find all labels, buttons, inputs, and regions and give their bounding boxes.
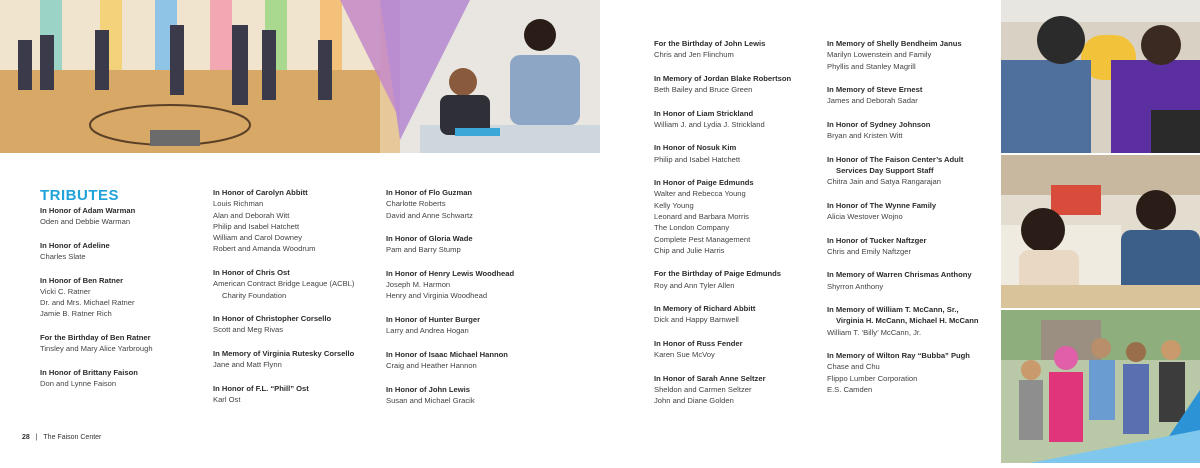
tribute-entry bbox=[40, 205, 210, 228]
donor-name: Walter and Rebecca Young bbox=[654, 189, 746, 199]
donor-name: Shyrron Anthony bbox=[827, 281, 884, 291]
tribute-entry bbox=[213, 187, 383, 255]
tribute-heading: For the Birthday of Ben Ratner bbox=[40, 332, 151, 342]
donor-name: Jamie B. Ratner Rich bbox=[40, 309, 112, 319]
donor-name: Chitra Jain and Satya Rangarajan bbox=[827, 177, 941, 187]
tribute-heading: In Honor of Isaac Michael Hannon bbox=[386, 349, 508, 359]
donor-name: Karen Sue McVoy bbox=[654, 350, 715, 360]
donor-name: The London Company bbox=[654, 223, 730, 233]
classroom-photo-middle bbox=[1001, 155, 1200, 308]
tribute-heading: In Honor of Hunter Burger bbox=[386, 314, 481, 324]
tribute-entry bbox=[827, 350, 997, 395]
tribute-heading: In Honor of Adam Warman bbox=[40, 206, 136, 215]
tribute-heading: In Memory of Shelly Bendheim Janus bbox=[827, 39, 962, 48]
page-number: 28 bbox=[22, 434, 30, 441]
tribute-entry bbox=[654, 268, 824, 291]
donor-name: Louis Richman bbox=[213, 199, 264, 209]
tribute-heading: In Memory of Virginia Rutesky Corsello bbox=[213, 348, 355, 358]
donor-name: Philip and Isabel Hatchett bbox=[654, 154, 741, 164]
tribute-heading: In Honor of John Lewis bbox=[386, 384, 470, 394]
tribute-entry bbox=[827, 119, 997, 142]
donor-name: Alan and Deborah Witt bbox=[213, 210, 290, 220]
tribute-heading: For the Birthday of John Lewis bbox=[654, 39, 766, 48]
tribute-heading: In Memory of Wilton Ray “Bubba” Pugh bbox=[827, 351, 970, 361]
tribute-entry bbox=[386, 187, 556, 221]
tribute-column-4 bbox=[654, 38, 824, 419]
tribute-heading: In Memory of Warren Chrismas Anthony bbox=[827, 270, 972, 280]
tribute-entry bbox=[654, 38, 824, 61]
tribute-heading: In Honor of Sarah Anne Seltzer bbox=[654, 373, 766, 383]
donor-name: Joseph M. Harmon bbox=[386, 280, 451, 290]
tribute-heading: In Honor of The Wynne Family bbox=[827, 200, 937, 210]
tribute-entry bbox=[40, 367, 210, 390]
tribute-entry bbox=[386, 314, 556, 337]
tribute-heading: In Memory of Jordan Blake Robertson bbox=[654, 73, 792, 83]
tribute-entry bbox=[386, 268, 556, 302]
tribute-entry bbox=[386, 349, 556, 372]
donor-name: Henry and Virginia Woodhead bbox=[386, 291, 488, 301]
tribute-heading: In Honor of Russ Fender bbox=[654, 338, 743, 348]
donor-name: Don and Lynne Faison bbox=[40, 379, 117, 389]
tribute-heading: In Honor of The Faison Center’s Adult bbox=[827, 154, 964, 164]
donor-name: Craig and Heather Hannon bbox=[386, 361, 477, 371]
donor-name: Dick and Happy Barnwell bbox=[654, 315, 739, 325]
tribute-entry bbox=[827, 38, 997, 72]
tribute-heading: In Memory of Steve Ernest bbox=[827, 85, 923, 95]
donor-name: Sheldon and Carmen Seltzer bbox=[654, 385, 752, 395]
tribute-column-3 bbox=[386, 187, 556, 418]
tribute-entry bbox=[213, 267, 383, 301]
tribute-entry bbox=[654, 338, 824, 361]
tribute-entry bbox=[213, 313, 383, 336]
donor-name: Charlotte Roberts bbox=[386, 199, 446, 209]
tribute-entry bbox=[827, 269, 997, 292]
tributes-heading: TRIBUTES bbox=[40, 187, 119, 204]
donor-name: Scott and Meg Rivas bbox=[213, 325, 284, 335]
tribute-entry bbox=[654, 303, 824, 326]
donor-name: Susan and Michael Gracik bbox=[386, 395, 475, 405]
footer-separator: | bbox=[35, 434, 38, 441]
tribute-entry bbox=[654, 73, 824, 96]
donor-name: Karl Ost bbox=[213, 394, 241, 404]
tribute-heading: In Memory of William T. McCann, Sr., bbox=[827, 305, 959, 315]
tribute-entry bbox=[213, 383, 383, 406]
tribute-entry bbox=[40, 275, 210, 320]
tribute-entry bbox=[386, 233, 556, 256]
classroom-photo-top bbox=[1001, 0, 1200, 153]
donor-name: Complete Pest Management bbox=[654, 234, 751, 244]
donor-name: Flippo Lumber Corporation bbox=[827, 373, 918, 383]
donor-name: American Contract Bridge League (ACBL) bbox=[213, 279, 355, 289]
tribute-heading-continued: Virginia H. McCann, Michael H. McCann bbox=[836, 316, 979, 326]
donor-name: William T. ‘Billy’ McCann, Jr. bbox=[827, 327, 922, 337]
tribute-column-1 bbox=[40, 205, 210, 402]
donor-name: Beth Bailey and Bruce Green bbox=[654, 85, 753, 95]
tribute-heading: In Honor of Sydney Johnson bbox=[827, 119, 931, 129]
donor-name: Larry and Andrea Hogan bbox=[386, 326, 469, 336]
donor-name: Charles Slate bbox=[40, 252, 86, 262]
tribute-entry bbox=[654, 373, 824, 407]
tribute-heading: In Honor of Gloria Wade bbox=[386, 234, 473, 244]
tribute-heading: In Honor of Flo Guzman bbox=[386, 188, 473, 197]
donor-name: Pam and Barry Stump bbox=[386, 245, 461, 255]
donor-name: Kelly Young bbox=[654, 200, 694, 210]
donor-name: Chip and Julie Harris bbox=[654, 245, 725, 255]
donor-name: Robert and Amanda Woodrum bbox=[213, 244, 316, 254]
tribute-entry bbox=[40, 332, 210, 355]
tribute-entry bbox=[827, 84, 997, 107]
tribute-heading: In Honor of Carolyn Abbitt bbox=[213, 188, 308, 197]
donor-name: James and Deborah Sadar bbox=[827, 96, 918, 106]
donor-name: Oden and Debbie Warman bbox=[40, 217, 131, 227]
donor-name: Charity Foundation bbox=[222, 290, 287, 300]
tribute-entry bbox=[654, 142, 824, 165]
tribute-heading: In Honor of Ben Ratner bbox=[40, 275, 124, 285]
gym-activity-photo bbox=[0, 0, 600, 153]
donor-name: Chris and Jen Flinchum bbox=[654, 50, 734, 60]
donor-name: Vicki C. Ratner bbox=[40, 286, 91, 296]
donor-name: Leonard and Barbara Morris bbox=[654, 212, 749, 222]
tribute-entry bbox=[40, 240, 210, 263]
donor-name: William and Carol Downey bbox=[213, 233, 303, 243]
donor-name: Bryan and Kristen Witt bbox=[827, 131, 903, 141]
donor-name: Marilyn Lowenstein and Family bbox=[827, 50, 932, 60]
tribute-heading: In Honor of Brittany Faison bbox=[40, 367, 138, 377]
tribute-entry bbox=[827, 154, 997, 188]
tribute-entry bbox=[654, 177, 824, 256]
donor-name: Roy and Ann Tyler Allen bbox=[654, 280, 735, 290]
tribute-column-5 bbox=[827, 38, 997, 408]
donor-name: David and Anne Schwartz bbox=[386, 210, 473, 220]
tribute-heading: In Honor of Paige Edmunds bbox=[654, 178, 754, 188]
donor-name: Chase and Chu bbox=[827, 362, 880, 372]
tribute-heading: In Honor of Nosuk Kim bbox=[654, 143, 737, 153]
tribute-heading: In Honor of Christopher Corsello bbox=[213, 314, 332, 324]
tribute-heading: In Honor of F.L. “Phill” Ost bbox=[213, 383, 309, 393]
tribute-entry bbox=[827, 304, 997, 338]
donor-name: Alicia Westover Wojno bbox=[827, 212, 903, 222]
tribute-entry bbox=[386, 384, 556, 407]
donor-name: Phyllis and Stanley Magrill bbox=[827, 61, 916, 71]
tribute-heading: In Memory of Richard Abbitt bbox=[654, 304, 756, 314]
donor-name: Dr. and Mrs. Michael Ratner bbox=[40, 298, 135, 308]
donor-name: John and Diane Golden bbox=[654, 396, 734, 406]
donor-name: William J. and Lydia J. Strickland bbox=[654, 119, 765, 129]
tribute-heading: In Honor of Adeline bbox=[40, 240, 110, 250]
tribute-entry bbox=[827, 200, 997, 223]
page-footer bbox=[22, 434, 101, 441]
tribute-heading: In Honor of Henry Lewis Woodhead bbox=[386, 268, 515, 278]
blue-accent-shape bbox=[1030, 430, 1200, 463]
tribute-entry bbox=[827, 235, 997, 258]
tribute-entry bbox=[213, 348, 383, 371]
donor-name: Jane and Matt Flynn bbox=[213, 360, 282, 370]
footer-org-name: The Faison Center bbox=[43, 434, 102, 441]
donor-name: Tinsley and Mary Alice Yarbrough bbox=[40, 344, 153, 354]
tribute-heading: In Honor of Tucker Naftzger bbox=[827, 235, 927, 245]
tribute-heading: In Honor of Liam Strickland bbox=[654, 108, 754, 118]
donor-name: Chris and Emily Naftzger bbox=[827, 246, 911, 256]
donor-name: Philip and Isabel Hatchett bbox=[213, 221, 300, 231]
tribute-heading: For the Birthday of Paige Edmunds bbox=[654, 269, 781, 279]
tribute-heading: In Honor of Chris Ost bbox=[213, 267, 290, 277]
tribute-entry bbox=[654, 108, 824, 131]
tribute-heading-continued: Services Day Support Staff bbox=[836, 165, 934, 175]
donor-name: E.S. Camden bbox=[827, 385, 873, 395]
tribute-column-2 bbox=[213, 187, 383, 417]
